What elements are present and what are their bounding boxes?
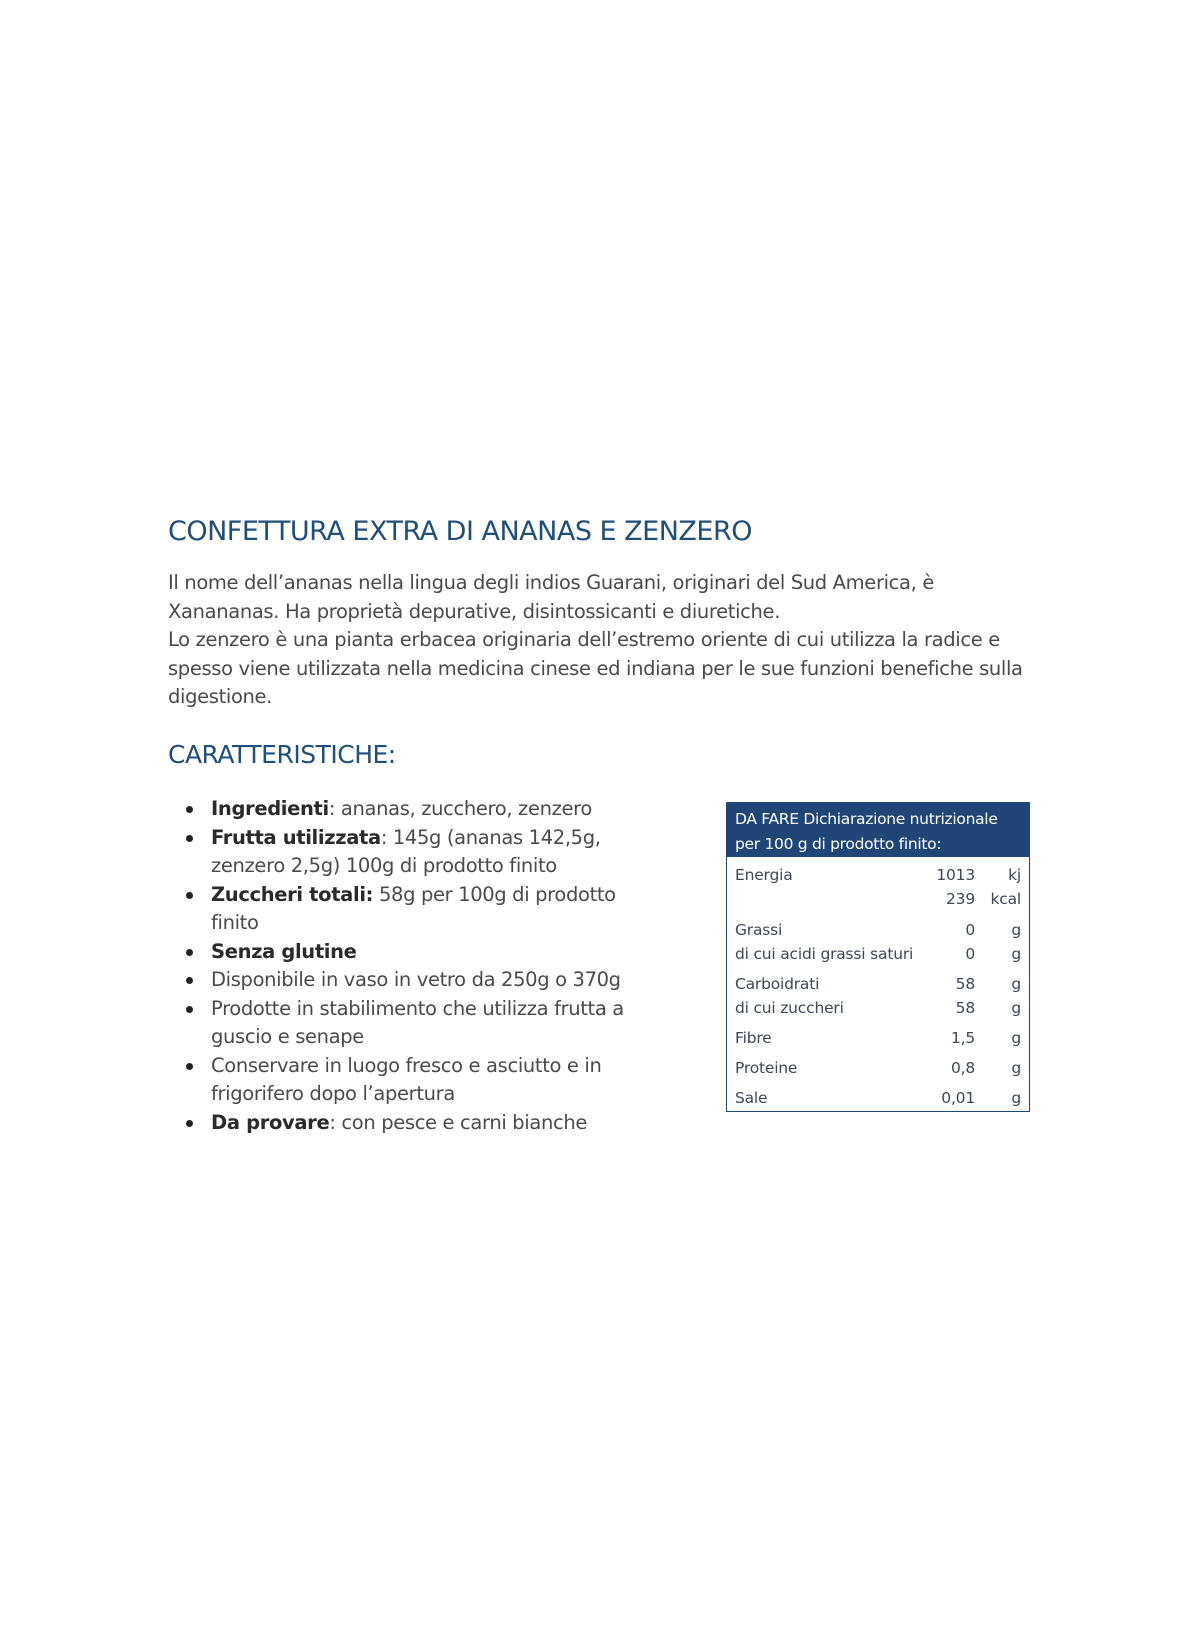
description-line: Xanananas. Ha proprietà depurative, disintossicanti e diuretiche. [168,599,781,623]
product-title: CONFETTURA EXTRA DI ANANAS E ZENZERO [168,516,753,547]
nutrition-row-sugars [727,999,1029,1021]
feature-label: Zuccheri totali: [211,882,374,906]
feature-item-packaging [184,966,654,995]
feature-label: Ingredienti [211,797,329,820]
nutrient-value: 239 [946,890,975,908]
nutrient-value: 0 [965,945,975,963]
nutrient-unit: g [1011,921,1021,939]
nutrition-row-protein [727,1059,1029,1081]
nutrient-name: Energia [735,866,793,884]
nutrient-value: 1,5 [950,1029,975,1047]
feature-label: Senza glutine [211,939,357,963]
feature-item-ingredients [184,795,654,824]
feature-item-gluten-free [184,938,654,967]
feature-item-pairing [184,1109,654,1138]
nutrient-unit: g [1011,945,1021,963]
feature-text: 58g per 100g di prodotto [373,882,616,906]
nutrition-row-saturated-fat [727,945,1029,967]
nutrition-row-fibre [727,1029,1029,1051]
nutrient-name: Grassi [735,921,783,939]
feature-text: finito [211,911,259,934]
nutrient-unit: kj [1008,866,1021,884]
nutrient-value: 0,8 [950,1059,975,1077]
feature-text: : ananas, zucchero, zenzero [328,797,592,820]
nutrient-value: 0,01 [941,1089,975,1107]
feature-item-sugar [184,881,654,938]
nutrition-header-line: per 100 g di prodotto finito: [735,835,942,853]
feature-text: Conservare in luogo fresco e asciutto e in [211,1053,602,1077]
feature-text: zenzero 2,5g) 100g di prodotto finito [211,854,557,877]
description-line: Lo zenzero è una pianta erbacea originaria dell’estremo oriente di cui utilizza la radice e [168,628,1000,651]
description-line: spesso viene utilizzata nella medicina cinese ed indiana per le sue funzioni benefiche sulla [168,656,1023,680]
nutrient-unit: g [1011,1029,1021,1047]
nutrient-name: Proteine [735,1059,798,1077]
nutrient-value: 58 [955,999,975,1017]
description-line: Il nome dell’ananas nella lingua degli indios Guarani, originari del Sud America, è [168,571,934,594]
features-list [184,795,654,1137]
feature-text: frigorifero dopo l’apertura [211,1082,455,1105]
feature-text: Disponibile in vaso in vetro da 250g o 370g [211,968,621,991]
nutrient-name: Fibre [735,1029,772,1047]
nutrient-unit: kcal [990,890,1021,908]
feature-text: guscio e senape [211,1025,364,1048]
nutrient-name: Sale [735,1089,768,1107]
nutrient-value: 0 [965,921,975,939]
nutrition-row-energy-kj [727,866,1029,888]
nutrition-row-carbohydrates [727,975,1029,997]
nutrient-name: Carboidrati [735,975,820,993]
feature-text: Prodotte in stabilimento che utilizza frutta a [211,996,624,1020]
nutrient-value: 1013 [936,866,975,884]
features-title: CARATTERISTICHE: [168,740,396,769]
nutrient-unit: g [1011,1059,1021,1077]
nutrient-name: di cui zuccheri [735,999,844,1017]
nutrient-unit: g [1011,1089,1021,1107]
nutrition-header-line: DA FARE Dichiarazione nutrizionale [735,810,998,828]
nutrition-table [726,802,1030,1112]
nutrient-unit: g [1011,975,1021,993]
feature-text: : 145g (ananas 142,5g, [380,825,601,849]
nutrition-row-salt [727,1089,1029,1111]
feature-item-allergens [184,995,654,1052]
feature-item-storage [184,1052,654,1109]
feature-text: : con pesce e carni bianche [329,1110,588,1134]
description-line: digestione. [168,685,273,708]
nutrition-row-energy-kcal [727,890,1029,912]
feature-label: Frutta utilizzata [211,825,381,849]
nutrition-row-fat [727,921,1029,943]
nutrient-value: 58 [955,975,975,993]
product-description [168,569,1048,712]
nutrition-header [727,803,1029,857]
feature-label: Da provare [211,1110,330,1134]
nutrient-name: di cui acidi grassi saturi [735,945,914,963]
nutrient-unit: g [1011,999,1021,1017]
feature-item-fruit [184,824,654,881]
